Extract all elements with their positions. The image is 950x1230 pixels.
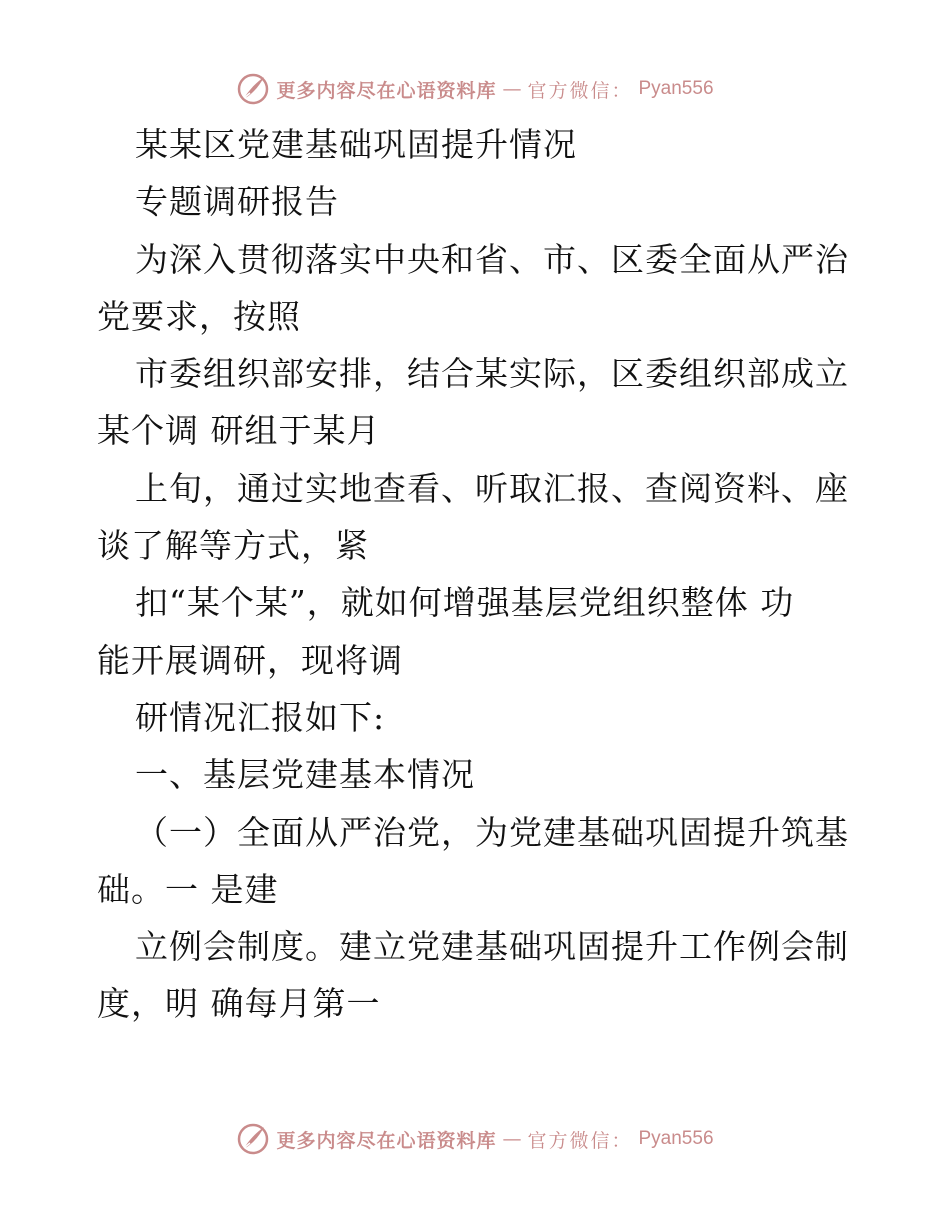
watermark-site-text: 更多内容尽在心语资料库 [276,1129,497,1152]
doc-line: 础。一 是建 [97,869,279,909]
doc-line: 研情况汇报如下: [135,697,386,737]
header-watermark [0,72,950,106]
doc-line: 能开展调研，现将调 [97,640,403,680]
doc-line: （一）全面从严治党，为党建基础巩固提升筑基 [135,812,849,852]
doc-line: 上旬，通过实地查看、听取汇报、查阅资料、座 [135,468,849,508]
doc-line: 专题调研报告 [135,182,339,222]
doc-line: 一、基层党建基本情况 [135,755,475,795]
watermark-contact-id: Pyan556 [638,78,714,99]
doc-line: 某某区党建基础巩固提升情况 [135,125,577,164]
watermark-separator: — [502,1128,522,1150]
doc-line: 扣“某个某”，就如何增强基层党组织整体 功 [135,583,795,623]
doc-line: 为深入贯彻落实中央和省、市、区委全面从严治 [135,239,849,279]
doc-line: 某个调 研组于某月 [97,411,381,451]
footer-watermark [0,1122,950,1156]
watermark-contact-label: 官方微信： [527,79,633,102]
watermark-separator: — [502,78,522,100]
doc-line: 度，明 确每月第一 [97,984,381,1024]
doc-line: 党要求，按照 [97,296,301,336]
doc-line: 立例会制度。建立党建基础巩固提升工作例会制 [135,927,849,967]
watermark-contact-id: Pyan556 [638,1128,714,1149]
quill-pen-logo-icon [236,1122,270,1156]
watermark-contact-label: 官方微信： [527,1129,633,1152]
doc-line: 市委组织部安排，结合某实际，区委组织部成立 [135,354,849,394]
doc-line: 谈了解等方式，紧 [97,526,369,566]
watermark-site-text: 更多内容尽在心语资料库 [276,79,497,102]
document-body [97,116,857,1033]
quill-pen-logo-icon [236,72,270,106]
